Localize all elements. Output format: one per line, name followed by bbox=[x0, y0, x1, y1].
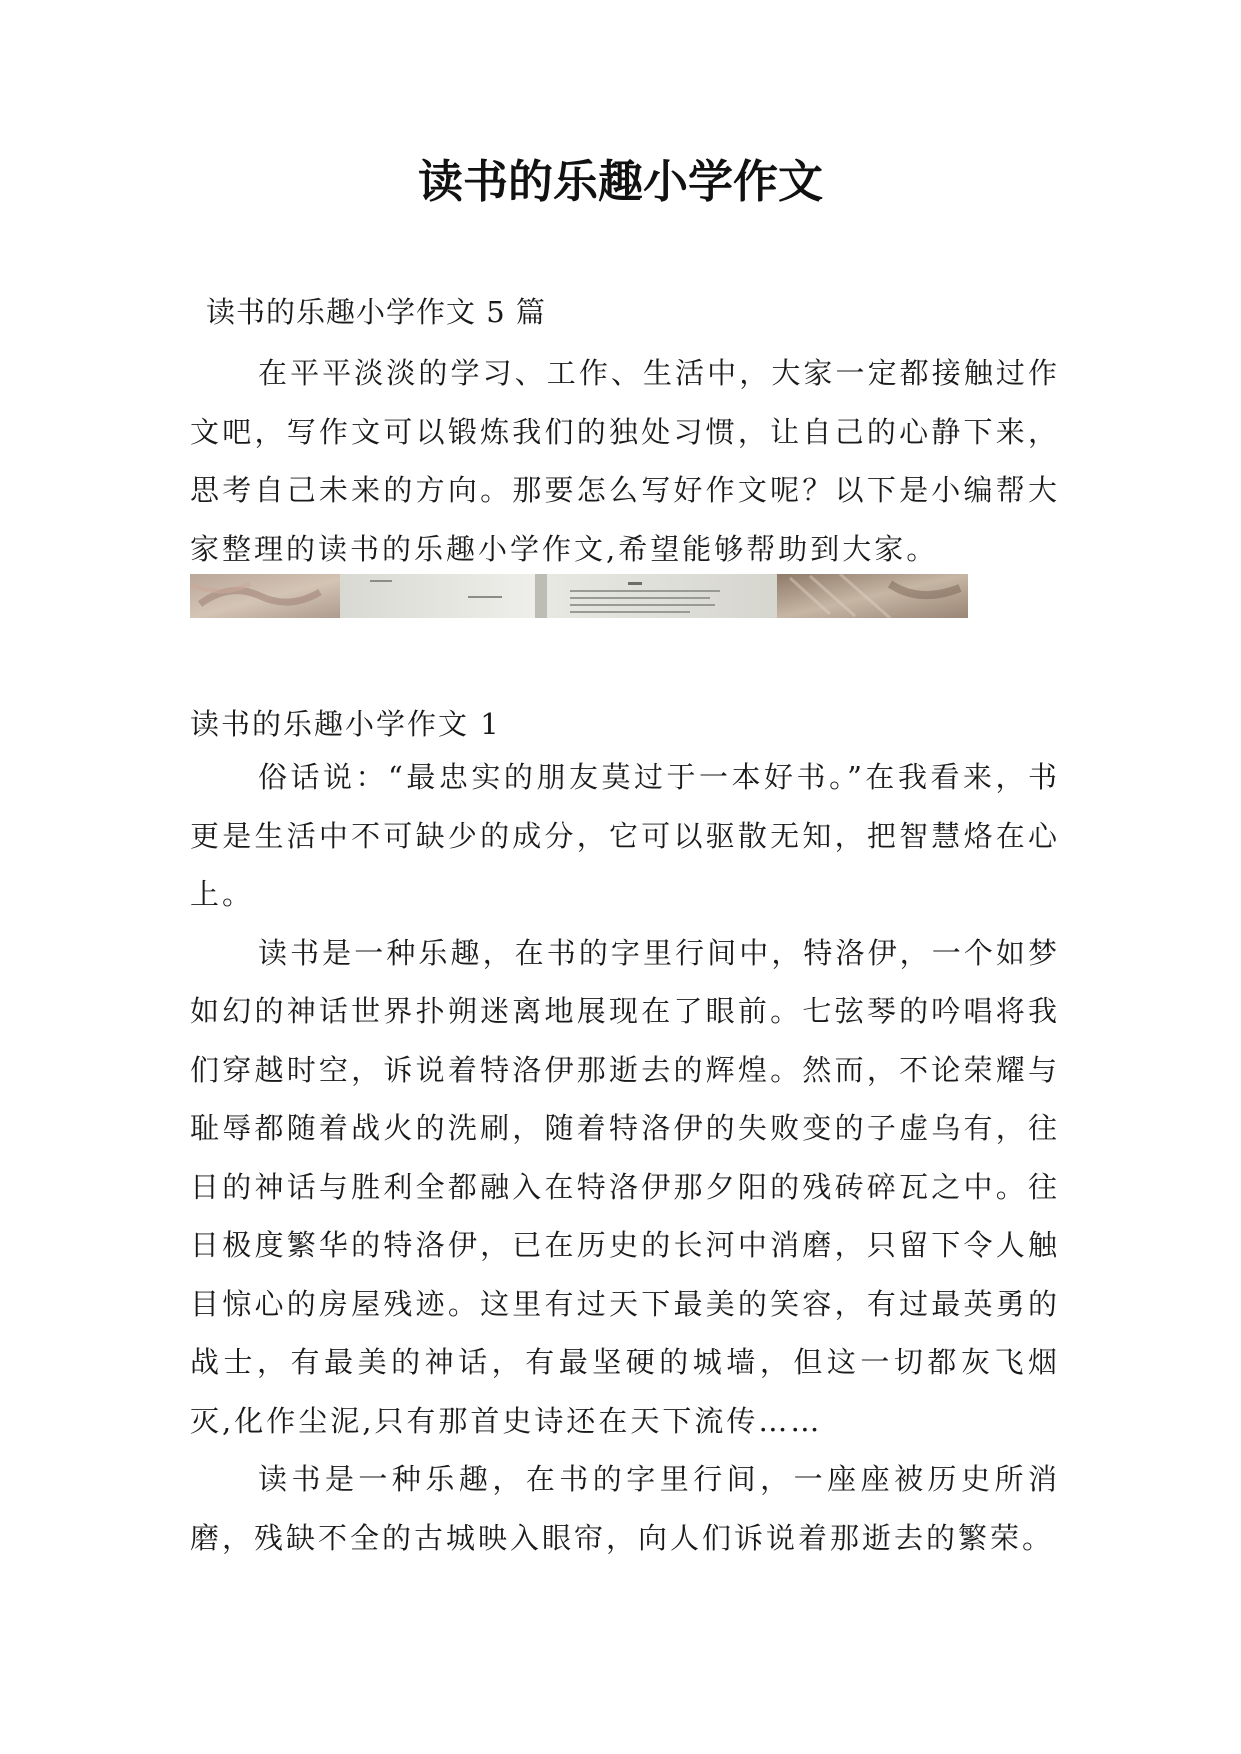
open-book-photo-image bbox=[190, 574, 968, 618]
essay-paragraph: 读书是一种乐趣，在书的字里行间中，特洛伊，一个如梦如幻的神话世界扑朔迷离地展现在了眼前。七弦琴的吟唱将我们穿越时空，诉说着特洛伊那逝去的辉煌。然而，不论荣耀与耻辱都随着战火的洗刷，随着特洛伊的失败变的子虚乌有，往日的神话与胜利全都融入在特洛伊那夕阳的残砖碎瓦之中。往日极度繁华的特洛伊，已在历史的长河中消磨，只留下令人触目惊心的房屋残迹。这里有过天下最美的笑容，有过最英勇的战士，有最美的神话，有最坚硬的城墙，但这一切都灰飞烟灭,化作尘泥,只有那首史诗还在天下流传…… bbox=[190, 935, 1060, 1438]
document-subtitle: 读书的乐趣小学作文 5 篇 bbox=[206, 295, 546, 329]
essay-paragraph: 俗话说：“最忠实的朋友莫过于一本好书。”在我看来，书更是生活中不可缺少的成分，它可以驱散无知，把智慧烙在心上。 bbox=[190, 760, 1060, 911]
page-title: 读书的乐趣小学作文 bbox=[417, 155, 823, 208]
open-book-photo bbox=[190, 574, 968, 618]
intro-paragraph: 在平平淡淡的学习、工作、生活中，大家一定都接触过作文吧，写作文可以锻炼我们的独处习惯，让自己的心静下来，思考自己未来的方向。那要怎么写好作文呢？以下是小编帮大家整理的读书的乐趣小学作文,希望能够帮助到大家。 bbox=[190, 356, 1060, 566]
section-heading: 读书的乐趣小学作文 1 bbox=[190, 707, 501, 741]
essay-paragraph: 读书是一种乐趣，在书的字里行间，一座座被历史所消磨，残缺不全的古城映入眼帘，向人们诉说着那逝去的繁荣。 bbox=[190, 1462, 1060, 1555]
essay-body bbox=[190, 748, 1060, 1567]
